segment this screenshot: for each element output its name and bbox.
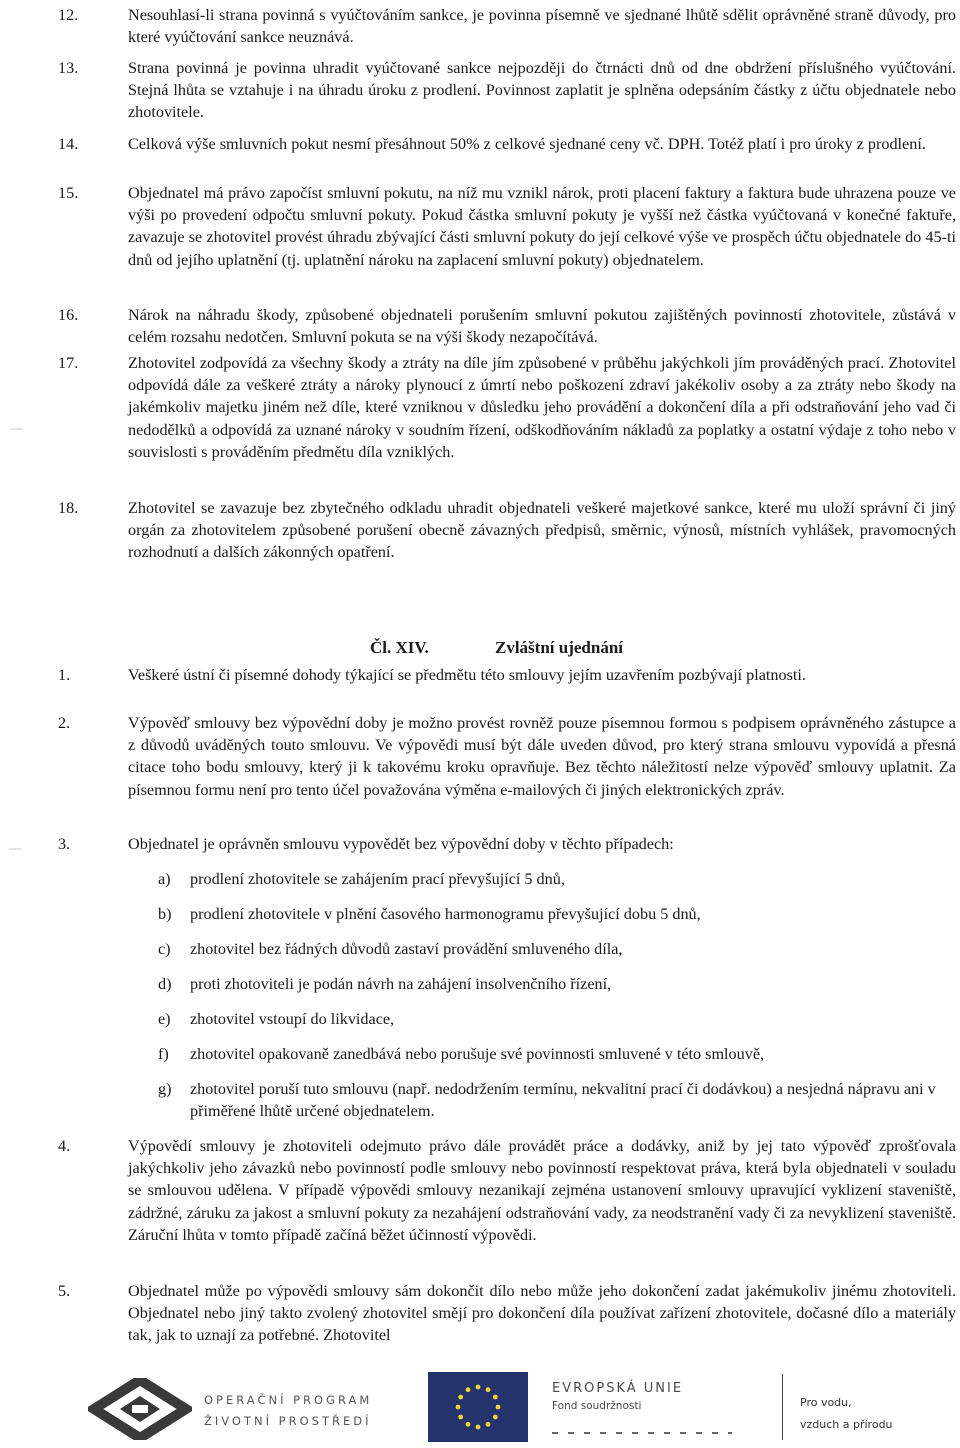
clause-number: 2. bbox=[58, 714, 71, 732]
clause-number: 5. bbox=[58, 1282, 71, 1300]
clause-14 bbox=[58, 133, 956, 155]
subitem-text: zhotovitel poruší tuto smlouvu (např. nedodržením termínu, nekvalitní prací či dodávkou) a nesjedná nápravu ani v přiměřené lhůtě určené objednatelem. bbox=[190, 1080, 936, 1121]
clause-16 bbox=[58, 304, 956, 348]
footer-divider bbox=[782, 1374, 783, 1440]
section-clause-4 bbox=[58, 1135, 956, 1246]
clause-18 bbox=[58, 497, 956, 564]
clause-text: Nesouhlasí-li strana povinná s vyúčtováním sankce, je povinna písemně ve sjednané lhůtě sdělit oprávněné straně důvody, pro které vyúčtování sankce neuznává. bbox=[128, 6, 956, 47]
clause-number: 12. bbox=[58, 6, 79, 24]
operational-programme-logo bbox=[88, 1378, 192, 1440]
slogan-line-2: vzduch a přírodu bbox=[800, 1418, 893, 1431]
subitem-letter: f) bbox=[158, 1045, 169, 1063]
clause-15 bbox=[58, 182, 956, 271]
subitem-c bbox=[158, 938, 948, 960]
footer-logos bbox=[0, 1370, 960, 1445]
clause-number: 4. bbox=[58, 1137, 71, 1155]
subitem-letter: a) bbox=[158, 870, 171, 888]
subitem-letter: d) bbox=[158, 975, 172, 993]
slogan bbox=[800, 1392, 893, 1436]
subitem-g bbox=[158, 1078, 948, 1122]
section-clause-2 bbox=[58, 712, 956, 801]
subitem-a bbox=[158, 868, 948, 890]
subitem-b bbox=[158, 903, 948, 925]
clause-number: 18. bbox=[58, 499, 79, 517]
subitem-letter: c) bbox=[158, 940, 171, 958]
clause-number: 17. bbox=[58, 354, 79, 372]
clause-text: Strana povinná je povinna uhradit vyúčtované sankce nejpozději do čtrnácti dnů od dne obdržení příslušného vyúčtování. Stejná lhůta se vztahuje i na úhradu úroku z prodlení. Povinnost zaplatit je splněna odepsáním částky z účtu objednatele nebo zhotovitele. bbox=[128, 59, 956, 122]
section-clause-3 bbox=[58, 833, 956, 855]
clause-number: 3. bbox=[58, 835, 71, 853]
section-title: Zvláštní ujednání bbox=[495, 638, 624, 657]
eu-name bbox=[552, 1380, 683, 1414]
eu-line-2: Fond soudržnosti bbox=[552, 1400, 642, 1412]
subitem-text: prodlení zhotovitele v plnění časového harmonogramu převyšující dobu 5 dnů, bbox=[190, 905, 701, 923]
scan-mark: — bbox=[8, 841, 22, 857]
clause-text: Objednatel může po výpovědi smlouvy sám dokončit dílo nebo může jeho dokončení zadat jakémukoliv jinému zhotoviteli. Objednatel nebo jiný takto zvolený zhotovitel smějí pro dokončení díla používat zařízení zhotovitele, dočasné dílo a materiály tak, jak to uznají za potřebné. Zhotovitel bbox=[128, 1282, 956, 1345]
subitem-letter: b) bbox=[158, 905, 172, 923]
subitem-text: zhotovitel vstoupí do likvidace, bbox=[190, 1010, 395, 1028]
eu-flag-icon bbox=[428, 1372, 528, 1442]
clause-number: 16. bbox=[58, 306, 79, 324]
clause-text: Celková výše smluvních pokut nesmí přesáhnout 50% z celkové sjednané ceny vč. DPH. Totéž platí i pro úroky z prodlení. bbox=[128, 135, 926, 153]
clause-text: Výpověď smlouvy bez výpovědní doby je možno provést rovněž pouze písemnou formou s podpisem oprávněného zástupce a z důvodů uváděných touto smlouvu. Ve výpovědi musí být dále uveden důvod, pro který strana smlouvu vypovídá a přesná citace toho bodu smlouvy, který ji k takovému kroku opravňuje. Bez těchto náležitostí nelze výpověď smlouvy uplatnit. Za písemnou formu není pro tento účel považována výměna e-mailových či jiných elektronických zpráv. bbox=[128, 714, 956, 799]
scan-mark: — bbox=[10, 421, 24, 437]
subitem-letter: g) bbox=[158, 1080, 172, 1098]
clause-13 bbox=[58, 57, 956, 124]
clause-text: Nárok na náhradu škody, způsobené objednateli porušením smluvní pokutou zajištěných povinností zhotovitele, zůstává v celém rozsahu nedotčen. Smluvní pokuta se na výši škody nezapočítává. bbox=[128, 306, 956, 347]
clause-text: Zhotovitel se zavazuje bez zbytečného odkladu uhradit objednateli veškeré majetkové sankce, které mu uloží správní či jiný orgán za zhotovitelem způsobené porušení obecně závazných předpisů, směrnic, výnosů, místních vyhlášek, pravomocných rozhodnutí a dalších zákonných opatření. bbox=[128, 499, 956, 562]
subitem-text: proti zhotoviteli je podán návrh na zahájení insolvenčního řízení, bbox=[190, 975, 612, 993]
subitem-f bbox=[158, 1043, 948, 1065]
clause-number: 14. bbox=[58, 135, 79, 153]
clause-number: 15. bbox=[58, 184, 79, 202]
subitem-text: zhotovitel bez řádných důvodů zastaví provádění smluveného díla, bbox=[190, 940, 623, 958]
programme-line-2: ŽIVOTNÍ PROSTŘEDÍ bbox=[204, 1414, 372, 1428]
clause-text: Objednatel má právo započíst smluvní pokutu, na níž mu vznikl nárok, proti placení faktury a faktura bude uhrazena pouze ve výši po provedení odpočtu smluvní pokuty. Pokud částka smluvní pokuty je vyšší než částka vyúčtovaná v konečné faktuře, zavazuje se zhotovitel provést úhradu zbývající části smluvní pokuty do její celkové výše ve prospěch účtu objednatele do 45-ti dnů od jejího uplatnění (tj. uplatnění nároku na zaplacení smluvní pokuty) objednatelem. bbox=[128, 184, 956, 269]
article-number: Čl. XIV. bbox=[370, 638, 429, 657]
eu-line-1: EVROPSKÁ UNIE bbox=[552, 1381, 684, 1396]
clause-text: Výpovědí smlouvy je zhotoviteli odejmuto právo dále provádět práce a dodávky, aniž by jej tato výpověď zprošťovala jakýchkoliv jeho závazků nebo povinností podle smlouvy nebo povinností respektovat práva, která byla objednateli v souladu se smlouvou udělena. V případě výpovědi smlouvy nezanikají zejména ustanovení smlouvy upravující vyklizení staveniště, zádržné, záruku za jakost a smluvní pokuty za nezahájení odstraňování vady, za neodstranění vady či za nevyklizení staveniště. Záruční lhůta v tomto případě začíná běžet účinností výpovědi. bbox=[128, 1137, 956, 1244]
clause-12 bbox=[58, 4, 956, 48]
clause-text: Objednatel je oprávněn smlouvu vypovědět bez výpovědní doby v těchto případech: bbox=[128, 835, 674, 853]
clause-text: Veškeré ústní či písemné dohody týkající se předmětu této smlouvy jejím uzavřením pozbývají platnosti. bbox=[128, 666, 806, 684]
eu-stars-icon bbox=[428, 1372, 528, 1442]
eu-rule bbox=[552, 1432, 732, 1434]
slogan-line-1: Pro vodu, bbox=[800, 1396, 852, 1409]
subitem-letter: e) bbox=[158, 1010, 171, 1028]
section-clause-5 bbox=[58, 1280, 956, 1347]
subitem-d bbox=[158, 973, 948, 995]
subitem-text: prodlení zhotovitele se zahájením prací převyšující 5 dnů, bbox=[190, 870, 565, 888]
section-clause-1 bbox=[58, 664, 956, 686]
clause-17 bbox=[58, 352, 956, 463]
clause-text: Zhotovitel zodpovídá za všechny škody a ztráty na díle jím způsobené v průběhu jakýchkoli jím prováděných prací. Zhotovitel odpovídá dále za veškeré ztráty a nároky plynoucí z úmrtí nebo poškození zdraví jakékoliv osoby a za ztráty nebo škody na jakémkoliv majetku jiném než díle, které vzniknou v důsledku jeho provádění a dokončení díla a při odstraňování jeho vad či nedodělků a odpovídá za uznané nároky v soudním řízení, odškodňováním nákladů za poplatky a ostatní výdaje z toho nebo v souvislosti s prováděním předmětu díla vzniklých. bbox=[128, 354, 956, 461]
subitem-text: zhotovitel opakovaně zanedbává nebo porušuje své povinnosti smluvené v této smlouvě, bbox=[190, 1045, 765, 1063]
programme-name bbox=[204, 1390, 372, 1432]
clause-number: 1. bbox=[58, 666, 71, 684]
clause-number: 13. bbox=[58, 59, 79, 77]
subitem-e bbox=[158, 1008, 948, 1030]
programme-line-1: OPERAČNÍ PROGRAM bbox=[204, 1393, 373, 1407]
